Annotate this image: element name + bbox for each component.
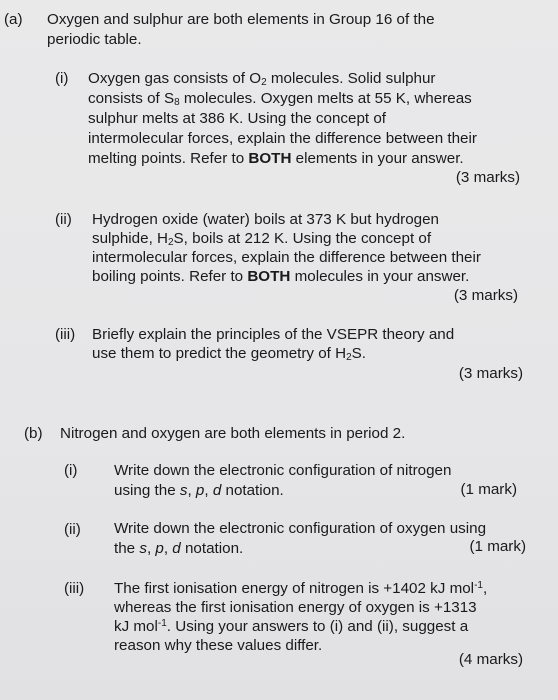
question-b-iii-line-2: whereas the first ionisation energy of oxygen is +1313: [114, 599, 477, 616]
part-b-intro: Nitrogen and oxygen are both elements in period 2.: [60, 425, 406, 442]
question-b-ii-line-1: Write down the electronic configuration of oxygen using: [114, 520, 487, 537]
question-b-i-line-1: Write down the electronic configuration of nitrogen: [114, 462, 452, 479]
question-a-ii-line-4: boiling points. Refer to BOTH molecules in your answer.: [92, 268, 470, 285]
question-a-iii-label: (iii): [55, 326, 76, 343]
question-b-ii-marks: (1 mark): [469, 538, 526, 555]
question-a-i-label: (i): [55, 70, 69, 87]
question-a-iii-line-1: Briefly explain the principles of the VSEPR theory and: [92, 326, 455, 343]
question-b-iii-marks: (4 marks): [458, 651, 523, 668]
question-b-iii-line-3: kJ mol$^{-1}$. Using your answers to (i) and (ii), suggest a: [114, 618, 469, 635]
question-a-i-line-4: intermolecular forces, explain the difference between their: [88, 130, 477, 147]
question-a-ii-line-3: intermolecular forces, explain the difference between their: [92, 249, 481, 266]
question-b-iii-line-4: reason why these values differ.: [114, 637, 323, 654]
question-a-i-line-5: melting points. Refer to BOTH elements in your answer.: [88, 150, 464, 167]
question-a-i-line-1: Oxygen gas consists of $O_2$ molecules. Solid sulphur: [88, 70, 436, 88]
question-a-ii-line-1: Hydrogen oxide (water) boils at 373 K but hydrogen: [92, 211, 439, 228]
question-a-i-line-2: consists of $S_8$ molecules. Oxygen melts at 55 K, whereas: [88, 90, 472, 108]
part-a-intro-line-2: periodic table.: [47, 31, 142, 48]
question-b-ii-line-2: the s, p, d notation.: [114, 540, 244, 557]
question-a-ii-label: (ii): [55, 211, 72, 228]
question-a-iii-line-2: use them to predict the geometry of $H_2S$.: [92, 345, 367, 363]
question-b-i-label: (i): [64, 462, 78, 479]
question-a-ii-line-2: sulphide, $H_2S$, boils at 212 K. Using the concept of: [92, 230, 432, 248]
question-b-iii-label: (iii): [64, 580, 85, 597]
question-b-i-line-2: using the s, p, d notation.: [114, 482, 284, 499]
question-b-iii-line-1: The first ionisation energy of nitrogen is +1402 kJ mol$^{-1}$,: [114, 580, 488, 597]
question-a-ii-marks: (3 marks): [453, 287, 518, 304]
question-b-ii-label: (ii): [64, 521, 81, 538]
question-a-iii-marks: (3 marks): [458, 365, 523, 382]
question-a-i-marks: (3 marks): [455, 169, 520, 186]
question-b-i-marks: (1 mark): [460, 481, 517, 498]
question-a-i-line-3: sulphur melts at 386 K. Using the concept of: [88, 110, 387, 127]
part-a-intro-line-1: Oxygen and sulphur are both elements in Group 16 of the: [47, 11, 435, 28]
part-b-label: (b): [24, 425, 43, 442]
part-a-label: (a): [4, 11, 23, 28]
